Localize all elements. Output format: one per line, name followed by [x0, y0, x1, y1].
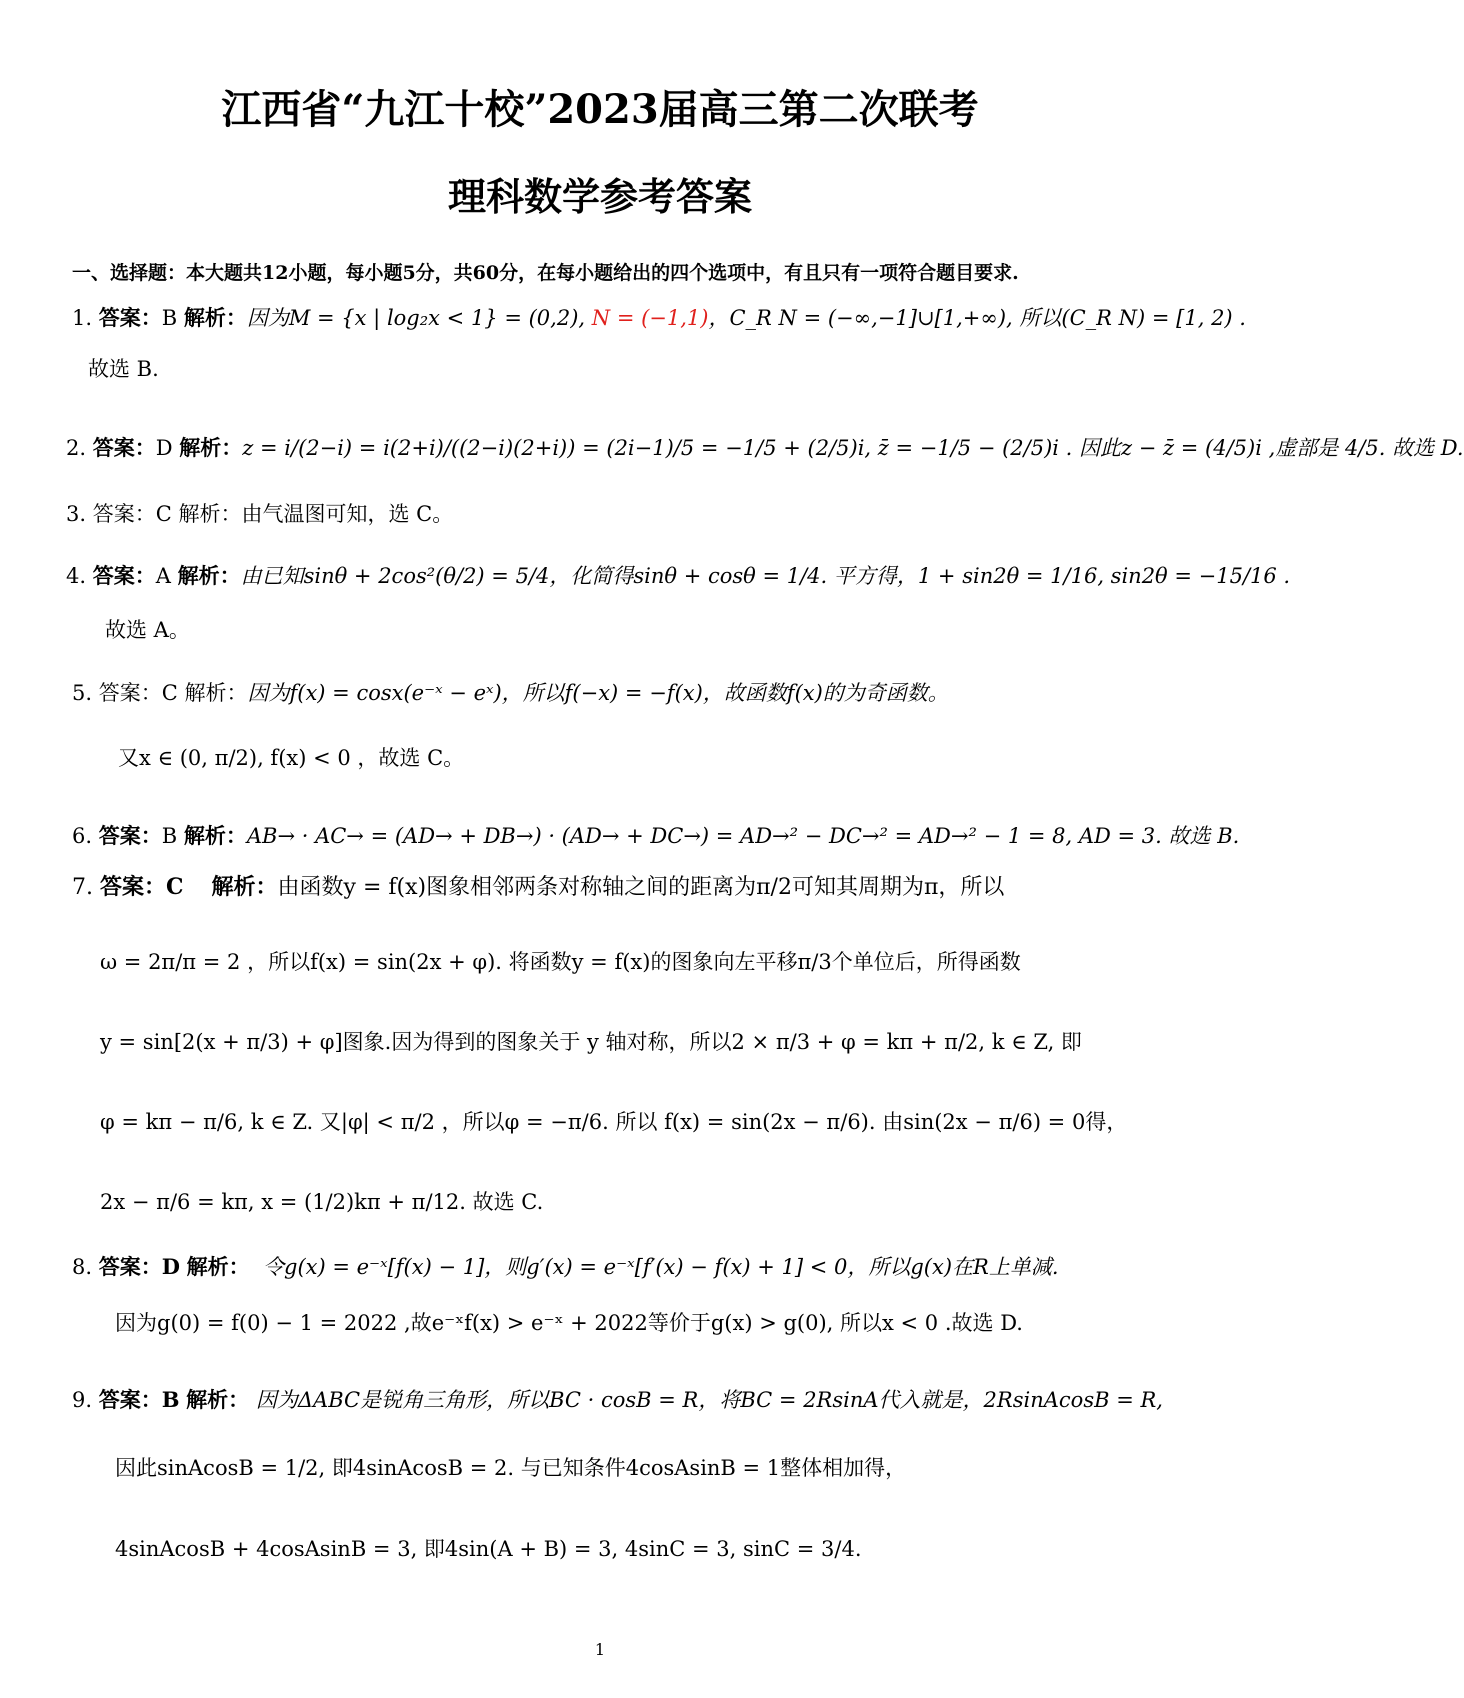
q8-number: 8.	[72, 1255, 93, 1279]
q7-line-1	[72, 874, 1004, 901]
q9-line-3: 4sinAcosB + 4cosAsinB = 3, 即4sin(A + B) = 3, 4sinC = 3, sinC = 3/4.	[115, 1537, 862, 1561]
q7-number: 7.	[72, 875, 93, 900]
title-line-2: 理科数学参考答案	[447, 174, 752, 219]
q5-choice: C	[161, 681, 178, 705]
q9-number: 9.	[72, 1388, 93, 1412]
analysis-label: 解析：	[179, 435, 243, 460]
analysis-label: 解析：	[184, 681, 248, 705]
q1-line-1	[72, 305, 1246, 331]
answer-label: 答案：	[92, 563, 156, 588]
analysis-label: 解析：	[186, 1387, 250, 1412]
q5-number: 5.	[72, 681, 93, 705]
q7-text-1: 由函数y = f(x)图象相邻两条对称轴之间的距离为π/2可知其周期为π，所以	[277, 875, 1005, 900]
page-number: 1	[594, 1640, 606, 1659]
q9-choice: B	[161, 1387, 180, 1412]
analysis-label: 解析：	[186, 1254, 250, 1279]
analysis-label: 解析：	[177, 563, 241, 588]
q7-choice: C	[166, 874, 184, 900]
q1-text-b: ，C_R N = (−∞,−1]∪[1,+∞), 所以(C_R N) = [1, 2) .	[708, 306, 1246, 330]
q6-choice: B	[161, 824, 178, 848]
title-line-1: 江西省“九江十校”2023届高三第二次联考	[221, 86, 979, 133]
q4-choice: A	[155, 564, 171, 588]
q9-line-2: 因此sinAcosB = 1/2, 即4sinAcosB = 2. 与已知条件4cosAsinB = 1整体相加得，	[115, 1456, 907, 1480]
q1-text-a: 因为M = {x | log₂x < 1} = (0,2),	[246, 306, 586, 330]
q2-number: 2.	[66, 436, 87, 460]
section-header: 一、选择题：本大题共12小题，每小题5分，共60分，在每小题给出的四个选项中，有且只有一项符合题目要求.	[72, 262, 1019, 284]
q2-choice: D	[155, 436, 173, 460]
q6-number: 6.	[72, 824, 93, 848]
q2-line-1	[66, 435, 1464, 461]
q1-highlight-red: N = (−1,1)	[591, 306, 709, 330]
answer-label: 答案：	[92, 435, 156, 460]
q3-text: 答案：C 解析：由气温图可知，选 C。	[92, 502, 454, 526]
answer-label: 答案：	[100, 874, 167, 900]
q6-text: AB→ · AC→ = (AD→ + DB→) · (AD→ + DC→) = AD→² − DC→² = AD→² − 1 = 8, AD = 3. 故选 B.	[246, 824, 1240, 848]
q5-line-1	[72, 681, 949, 706]
answer-label: 答案：	[98, 681, 162, 705]
analysis-label: 解析：	[211, 874, 278, 900]
q5-text: 因为f(x) = cosx(e⁻ˣ − eˣ)，所以f(−x) = −f(x)，故函数f(x)的为奇函数。	[247, 681, 949, 705]
q4-line-1	[66, 563, 1290, 589]
q3-number: 3.	[66, 502, 87, 526]
q7-line-5: 2x − π/6 = kπ, x = (1/2)kπ + π/12. 故选 C.	[100, 1190, 544, 1214]
q7-line-3: y = sin[2(x + π/3) + φ]图象.因为得到的图象关于 y 轴对称，所以2 × π/3 + φ = kπ + π/2, k ∈ Z, 即	[100, 1030, 1082, 1054]
answer-label: 答案：	[98, 1387, 162, 1412]
q8-line-2: 因为g(0) = f(0) − 1 = 2022 ,故e⁻ˣf(x) > e⁻ˣ + 2022等价于g(x) > g(0), 所以x < 0 .故选 D.	[115, 1311, 1023, 1335]
q9-line-1	[72, 1387, 1163, 1413]
q8-line-1	[72, 1254, 1059, 1280]
q4-number: 4.	[66, 564, 87, 588]
q7-line-4: φ = kπ − π/6, k ∈ Z. 又|φ| < π/2 ，所以φ = −π/6. 所以 f(x) = sin(2x − π/6). 由sin(2x − π/6) = 0得，	[100, 1110, 1128, 1134]
q9-text-1: 因为ΔABC是锐角三角形，所以BC · cosB = R，将BC = 2RsinA代入就是，2RsinAcosB = R,	[255, 1388, 1163, 1412]
q1-line-2: 故选 B.	[88, 357, 159, 381]
q2-text: z = i/(2−i) = i(2+i)/((2−i)(2+i)) = (2i−1)/5 = −1/5 + (2/5)i, z̄ = −1/5 − (2/5)i . 因此z − z̄ = (4/5)i ,虚部是 4/5. 故选 D.	[242, 436, 1464, 460]
analysis-label: 解析：	[183, 823, 247, 848]
q4-text: 由已知sinθ + 2cos²(θ/2) = 5/4，化简得sinθ + cosθ = 1/4. 平方得，1 + sin2θ = 1/16, sin2θ = −15/16 .	[240, 564, 1291, 588]
q1-choice: B	[161, 306, 178, 330]
answer-label: 答案：	[98, 305, 162, 330]
q6-line-1	[72, 823, 1239, 849]
answer-label: 答案：	[98, 1254, 162, 1279]
q4-line-2: 故选 A。	[105, 618, 190, 642]
analysis-label: 解析：	[183, 305, 247, 330]
q8-text-1: 令g(x) = e⁻ˣ[f(x) − 1]，则g′(x) = e⁻ˣ[f′(x) − f(x) + 1] < 0，所以g(x)在R上单减.	[263, 1255, 1059, 1279]
q5-line-2: 又x ∈ (0, π/2), f(x) < 0 ，故选 C。	[118, 746, 465, 770]
q3-line-1	[66, 502, 453, 527]
q1-number: 1.	[72, 306, 93, 330]
answer-label: 答案：	[98, 823, 162, 848]
q7-line-2: ω = 2π/π = 2 ，所以f(x) = sin(2x + φ). 将函数y = f(x)的图象向左平移π/3个单位后，所得函数	[100, 950, 1021, 974]
q8-choice: D	[161, 1254, 180, 1279]
